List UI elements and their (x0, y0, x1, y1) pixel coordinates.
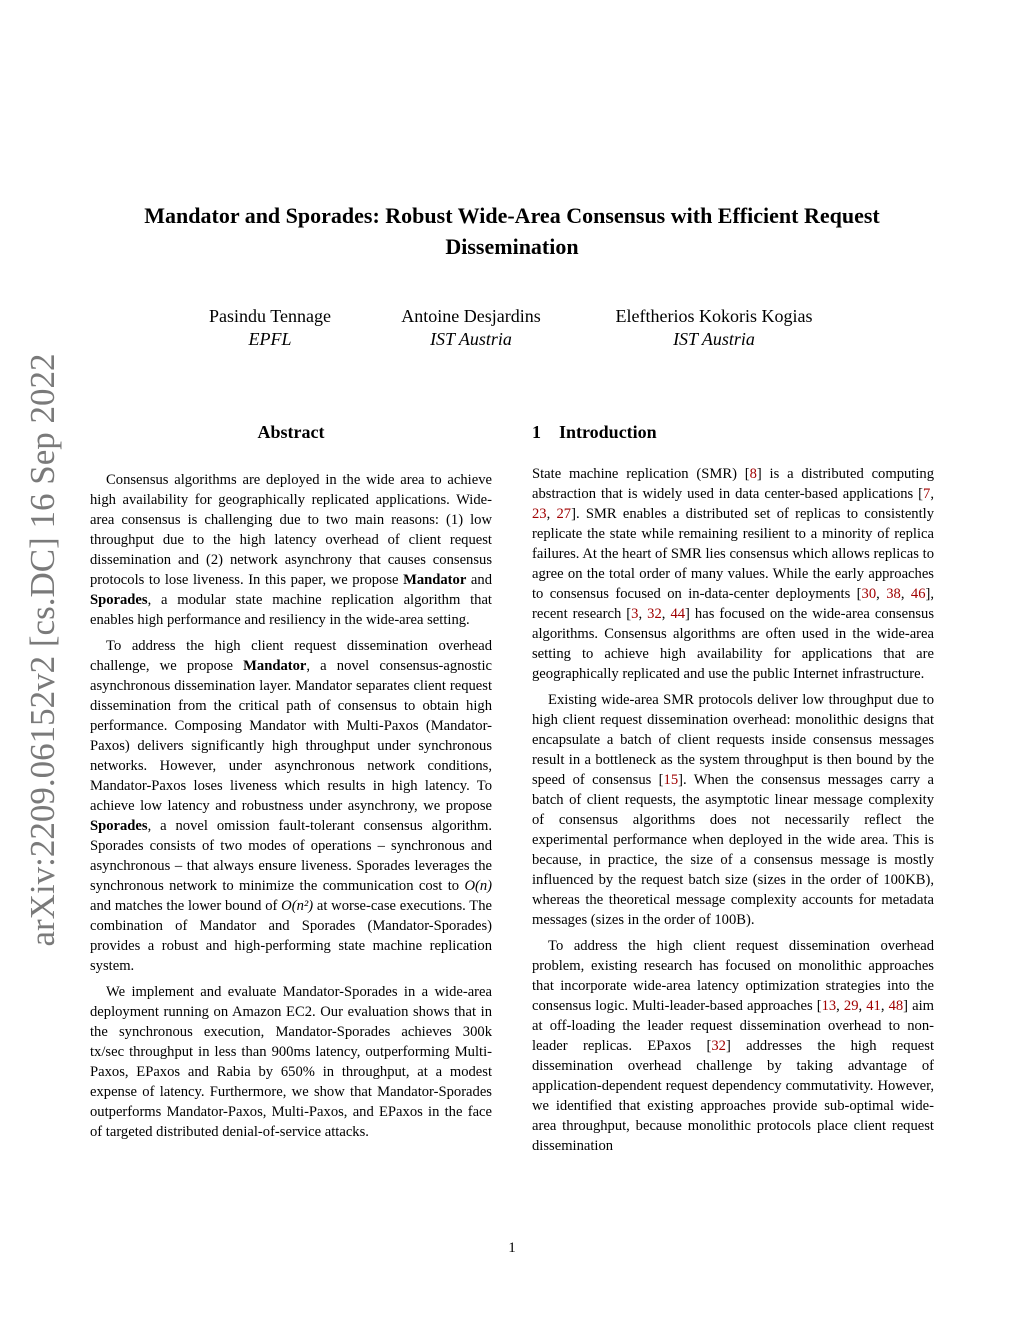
author-block (594, 305, 834, 351)
citation-link[interactable]: 7 (923, 486, 931, 502)
citation-link[interactable]: 46 (910, 586, 926, 602)
citation-link[interactable]: 29 (843, 998, 859, 1014)
introduction-column (532, 420, 934, 1162)
citation-link[interactable]: 23 (532, 506, 547, 522)
abstract-heading: Abstract (257, 422, 325, 442)
author-affiliation: IST Austria (430, 329, 512, 349)
math-expression: O(n) (464, 878, 492, 894)
citation-link[interactable]: 41 (866, 998, 881, 1014)
abstract-body (90, 470, 492, 1142)
citation-link[interactable]: 13 (821, 998, 837, 1014)
paper-title: Mandator and Sporades: Robust Wide-Area Consensus with Efficient Request Dissemination (144, 203, 880, 259)
author-affiliation: EPFL (248, 329, 292, 349)
abstract-paragraph: To address the high client request dissemination overhead challenge, we propose Mandator, a novel consensus-agnostic asynchronous dissemination layer. Mandator separates client request dissemination from the critical path of consensus to obtain high performance. Composing Mandator with Multi-Paxos (Mandator-Paxos) delivers significantly high throughput under synchronous networks. However, under asynchronous network conditions, Mandator-Paxos loses liveness which results in high latency. To achieve low latency and robustness under asynchrony, we propose Sporades, a novel omission fault-tolerant consensus algorithm. Sporades consists of two modes of operations – synchronous and asynchronous – that always ensure liveness. Sporades leverages the synchronous network to minimize the communication cost to O(n) and matches the lower bound of O(n²) at worse-case executions. The combination of Mandator and Sporades (Mandator-Sporades) provides a robust and high-performing state machine replication system. (90, 638, 492, 974)
author-affiliation: IST Austria (673, 329, 755, 349)
author-name: Antoine Desjardins (401, 306, 541, 326)
section-heading (532, 420, 934, 444)
citation-link[interactable]: 32 (711, 1038, 726, 1054)
author-block (185, 305, 355, 351)
page-number: 1 (508, 1240, 516, 1256)
citation-link[interactable]: 8 (749, 466, 757, 482)
author-block (381, 305, 561, 351)
citation-link[interactable]: 32 (647, 606, 662, 622)
abstract-column (90, 420, 492, 1148)
citation-link[interactable]: 38 (886, 586, 901, 602)
citation-link[interactable]: 27 (556, 506, 572, 522)
abstract-paragraph: We implement and evaluate Mandator-Sporades in a wide-area deployment running on Amazon EC2. Our evaluation shows that in the synchronous execution, Mandator-Sporades achieves 300k tx/sec throughput in less than 900ms latency, outperforming Multi-Paxos, EPaxos and Rabia by 650% in throughput, at a modest expense of latency. Furthermore, we show that Mandator-Sporades outperforms Mandator-Paxos, Multi-Paxos, and EPaxos in the face of targeted distributed denial-of-service attacks. (90, 984, 492, 1140)
intro-paragraph: Existing wide-area SMR protocols deliver low throughput due to high client request dissemination overhead: monolithic designs that encapsulate a batch of client requests inside consensus messages result in a bottleneck as the system throughput is then bound by the speed of consensus [15]. When the consensus messages carry a batch of client requests, the asymptotic linear message complexity of consensus algorithms does not necessarily reflect the experimental performance when deployed in the wide area. This is because, in practice, the size of a consensus message is mostly influenced by the request batch size (sizes in the order of 100KB), whereas the theoretical message complexity accounts for metadata messages (sizes in the order of 100B). (532, 692, 934, 928)
citation-link[interactable]: 3 (631, 606, 639, 622)
citation-link[interactable]: 44 (670, 606, 686, 622)
author-name: Pasindu Tennage (209, 306, 331, 326)
citation-link[interactable]: 30 (861, 586, 877, 602)
citation-link[interactable]: 48 (888, 998, 904, 1014)
intro-paragraph: To address the high client request dissemination overhead problem, existing research has focused on monolithic approaches that incorporate wide-area latency optimization strategies into the consensus logic. Multi-leader-based approaches [13, 29, 41, 48] aim at off-loading the leader request dissemination overhead to non-leader replicas. EPaxos [32] addresses the high request dissemination overhead challenge by taking advantage of application-dependent request dependency commutativity. However, we identified that existing approaches provide sub-optimal wide-area throughput, because monolithic protocols place client request dissemination (532, 938, 934, 1154)
citation-link[interactable]: 15 (663, 772, 679, 788)
math-expression: O(n²) (281, 898, 314, 914)
arxiv-identifier: arXiv:2209.06152v2 [cs.DC] 16 Sep 2022 (23, 353, 62, 947)
intro-paragraph: State machine replication (SMR) [8] is a distributed computing abstraction that is widely used in data center-based applications [7, 23, 27]. SMR enables a distributed set of replicas to consistently replicate the state while remaining resilient to a minority of replica failures. At the heart of SMR lies consensus which allows replicas to agree on the total order of many values. While the early approaches to consensus focused on in-data-center deployments [30, 38, 46], recent research [3, 32, 44] has focused on the wide-area consensus algorithms. Consensus algorithms are often used in the wide-area setting to achieve high availability for applications that are geographically replicated and use the public Internet infrastructure. (532, 466, 935, 682)
abstract-paragraph: Consensus algorithms are deployed in the wide area to achieve high availability for geographically replicated applications. Wide-area consensus is challenging due to two main reasons: (1) low throughput due to the high latency overhead of client request dissemination and (2) network asynchrony that causes consensus protocols to lose liveness. In this paper, we propose Mandator and Sporades, a modular state machine replication algorithm that enables high performance and resiliency in the wide-area setting. (90, 472, 492, 628)
section-title: Introduction (559, 422, 657, 442)
section-number: 1 (532, 422, 541, 442)
author-name: Eleftherios Kokoris Kogias (615, 306, 813, 326)
